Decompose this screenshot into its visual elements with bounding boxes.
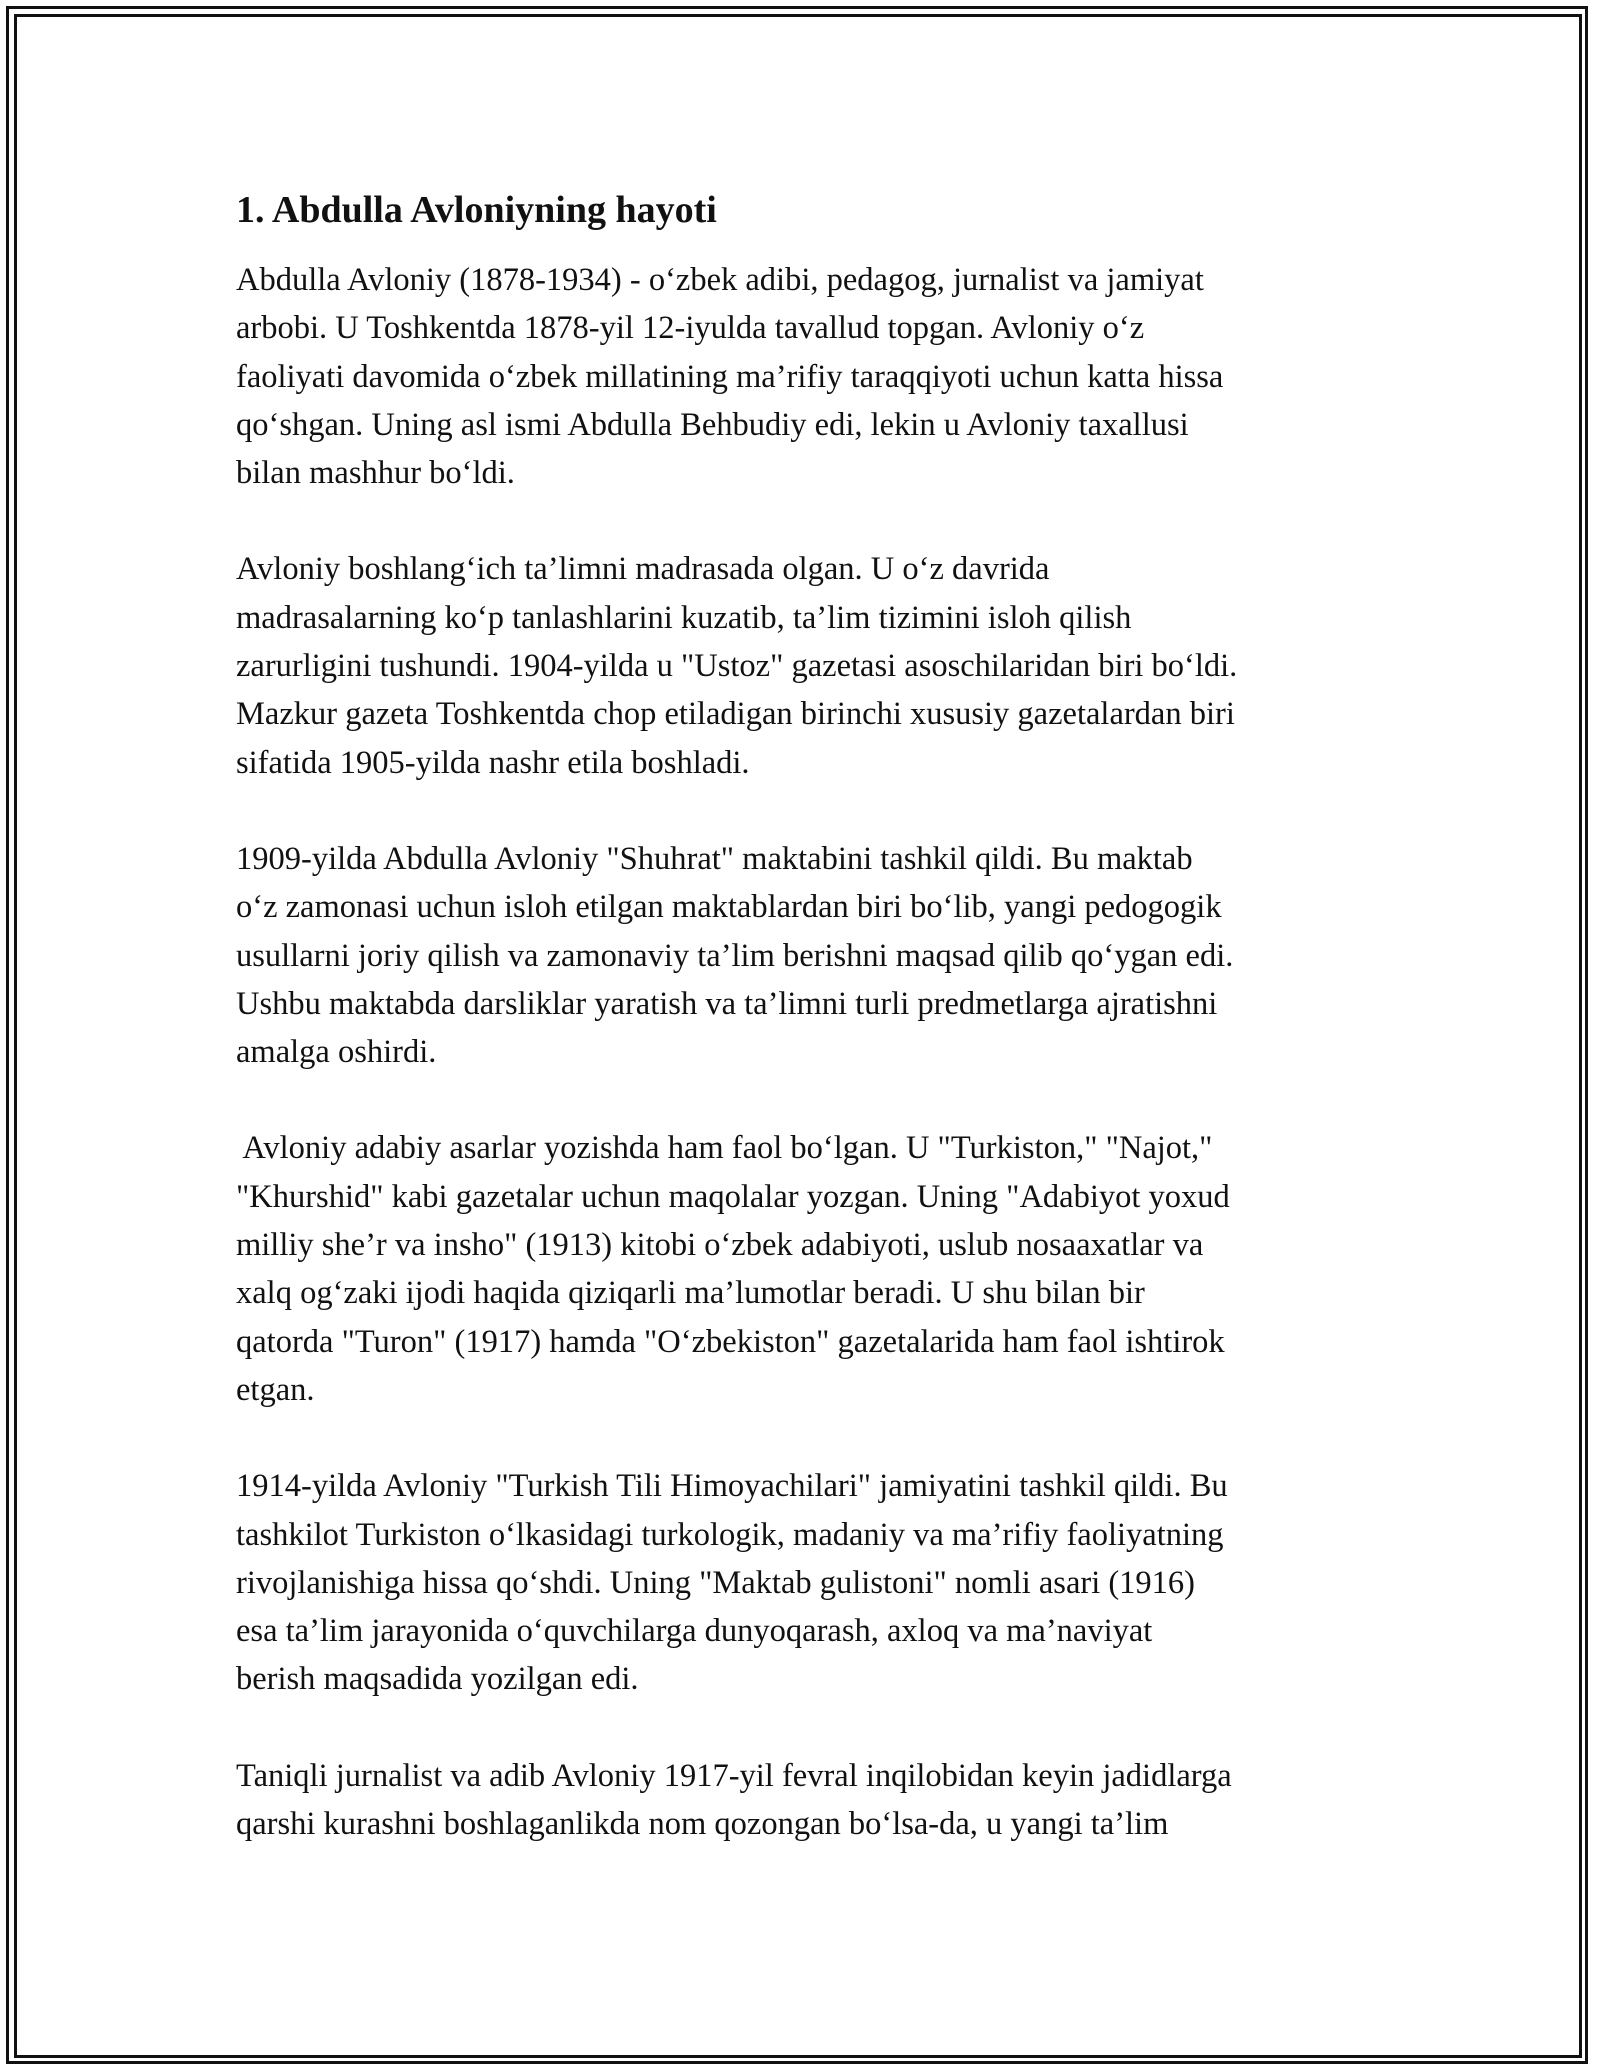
paragraph-5	[236, 1462, 1386, 1703]
paragraph-line: tashkilot Turkiston o‘lkasidagi turkologik, madaniy va ma’rifiy faoliyatning	[236, 1516, 1224, 1553]
paragraph-line: Mazkur gazeta Toshkentda chop etiladigan birinchi xususiy gazetalardan biri	[236, 696, 1235, 733]
paragraph-1	[236, 256, 1386, 497]
paragraph-line: qarshi kurashni boshlaganlikda nom qozongan bo‘lsa-da, u yangi ta’lim	[236, 1806, 1169, 1843]
paragraph-line: arbobi. U Toshkentda 1878-yil 12-iyulda tavallud topgan. Avloniy o‘z	[236, 310, 1145, 347]
paragraph-line: esa ta’lim jarayonida o‘quvchilarga dunyoqarash, axloq va ma’naviyat	[236, 1613, 1153, 1650]
paragraph-line: milliy she’r va insho" (1913) kitobi o‘zbek adabiyoti, uslub nosaaxatlar va	[236, 1227, 1204, 1264]
paragraph-line: qo‘shgan. Uning asl ismi Abdulla Behbudiy edi, lekin u Avloniy taxallusi	[236, 406, 1189, 443]
paragraph-line: usullarni joriy qilish va zamonaviy ta’lim berishni maqsad qilib qo‘ygan edi.	[236, 937, 1234, 974]
paragraph-line: Taniqli jurnalist va adib Avloniy 1917-yil fevral inqilobidan keyin jadidlarga	[236, 1757, 1232, 1794]
document-body	[236, 186, 1386, 1896]
paragraph-6	[236, 1752, 1386, 1849]
paragraph-line: Ushbu maktabda darsliklar yaratish va ta’limni turli predmetlarga ajratishni	[236, 985, 1218, 1022]
paragraph-line: zarurligini tushundi. 1904-yilda u "Ustoz" gazetasi asoschilaridan biri bo‘ldi.	[236, 648, 1238, 685]
paragraph-line: rivojlanishiga hissa qo‘shdi. Uning "Maktab gulistoni" nomli asari (1916)	[236, 1564, 1196, 1601]
paragraph-line: faoliyati davomida o‘zbek millatining ma’rifiy taraqqiyoti uchun katta hissa	[236, 358, 1224, 395]
paragraph-line: Avloniy adabiy asarlar yozishda ham faol bo‘lgan. U "Turkiston," "Najot,"	[236, 1130, 1213, 1167]
paragraph-2	[236, 545, 1386, 786]
paragraph-line: Avloniy boshlang‘ich ta’limni madrasada olgan. U o‘z davrida	[236, 551, 1050, 588]
paragraph-3	[236, 835, 1386, 1076]
paragraph-line: sifatida 1905-yilda nashr etila boshladi.	[236, 744, 750, 781]
paragraph-4	[236, 1124, 1386, 1414]
paragraph-line: berish maqsadida yozilgan edi.	[236, 1661, 639, 1698]
paragraph-line: madrasalarning ko‘p tanlashlarini kuzatib, ta’lim tizimini isloh qilish	[236, 599, 1132, 636]
paragraph-line: Abdulla Avloniy (1878-1934) - o‘zbek adibi, pedagog, jurnalist va jamiyat	[236, 262, 1204, 298]
paragraph-line: xalq og‘zaki ijodi haqida qiziqarli ma’lumotlar beradi. U shu bilan bir	[236, 1275, 1145, 1312]
paragraph-line: qatorda "Turon" (1917) hamda "O‘zbekiston" gazetalarida ham faol ishtirok	[236, 1323, 1225, 1360]
paragraph-line: etgan.	[236, 1371, 315, 1408]
paragraph-line: amalga oshirdi.	[236, 1034, 437, 1071]
paragraph-line: bilan mashhur bo‘ldi.	[236, 455, 515, 492]
paragraph-line: 1914-yilda Avloniy "Turkish Tili Himoyachilari" jamiyatini tashkil qildi. Bu	[236, 1468, 1228, 1505]
section-heading: 1. Abdulla Avloniyning hayoti	[236, 189, 717, 231]
paragraph-line: o‘z zamonasi uchun isloh etilgan maktablardan biri bo‘lib, yangi pedogogik	[236, 889, 1222, 926]
paragraph-line: 1909-yilda Abdulla Avloniy "Shuhrat" maktabini tashkil qildi. Bu maktab	[236, 840, 1193, 877]
paragraph-line: "Khurshid" kabi gazetalar uchun maqolalar yozgan. Uning "Adabiyot yoxud	[236, 1178, 1230, 1215]
